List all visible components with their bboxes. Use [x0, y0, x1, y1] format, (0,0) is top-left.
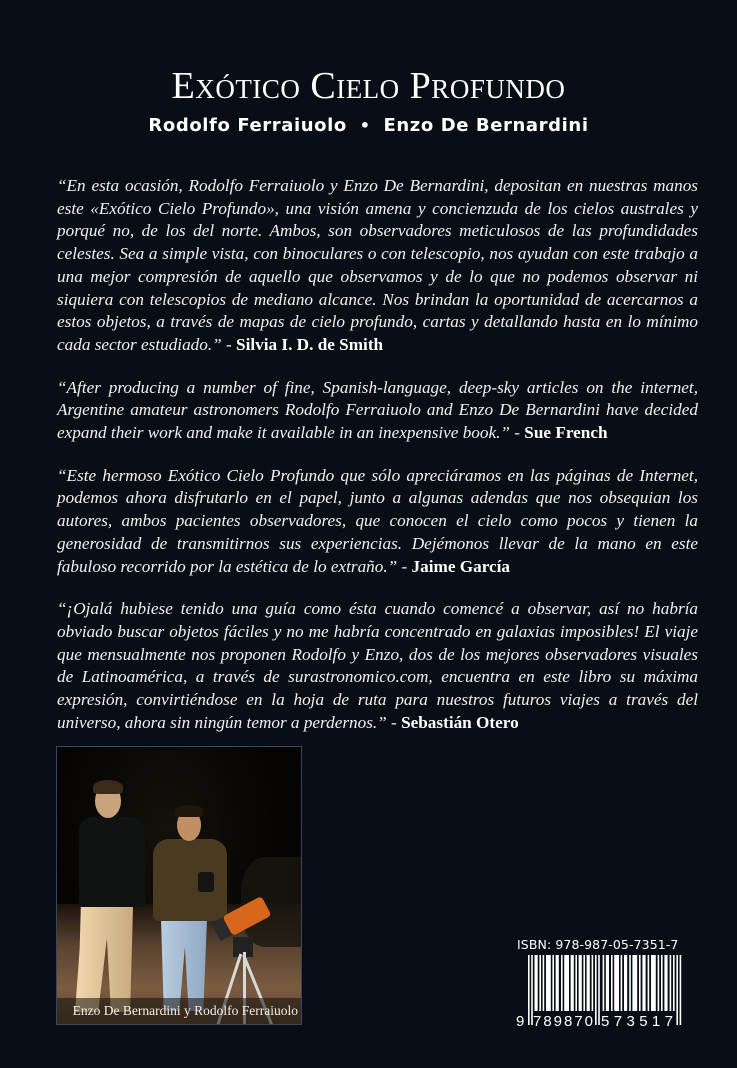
quote-attribution: Sebastián Otero — [401, 712, 519, 732]
review-quote — [57, 175, 698, 357]
barcode — [515, 955, 691, 1027]
quote-text: “¡Ojalá hubiese tenido una guía como ésta cuando comencé a observar, así no habría obviado buscar objetos fáciles y no me habría concentrado en galaxias imposibles! El viaje que mensualmente nos proponen Rodolfo y Enzo, dos de los mejores observadores visuales de Latinoamérica, a través de surastronomico.com, encuentra en este libro su máxima expresión, convirtiéndose en la hoja de ruta para nuestros futuros viajes a través del universo, ahora sin ningún temor a perdernos.” - — [57, 599, 698, 732]
person-left-hair — [93, 780, 123, 794]
binoculars-icon — [198, 872, 214, 892]
quote-attribution: Jaime García — [411, 556, 511, 576]
author-name: Enzo De Bernardini — [383, 115, 589, 136]
review-quote — [57, 465, 698, 579]
quote-text: “En esta ocasión, Rodolfo Ferraiuolo y Enzo De Bernardini, depositan en nuestras manos este «Exótico Cielo Profundo», una visión amena y concienzuda de los cielos australes y porqué no, de los del norte. Ambos, son observadores meticulosos de las profundidades celestes. Sea a simple vista, con binoculares o con telescopio, nos ayudan con este trabajo a una mejor compresión de aquello que observamos y de lo que no podemos observar ni siquiera con telescopios de mediano alcance. Nos brindan la oportunidad de acercarnos a estos objetos, a través de mapas de cielo profundo, cartas y detallando hasta en lo mínimo cada sector estudiado.” - — [57, 176, 698, 354]
barcode-digits-right: 573517 — [601, 1013, 673, 1027]
barcode-digit-first: 9 — [516, 1013, 525, 1027]
isbn-label: ISBN: 978-987-05-7351-7 — [517, 937, 679, 952]
barcode-digits-left: 789870 — [533, 1013, 593, 1027]
quote-text: “After producing a number of fine, Spanish-language, deep-sky articles on the internet, Argentine amateur astronomers Rodolfo Ferraiuolo and Enzo De Bernardini have decided expand their work and make it available in an inexpensive book.” - — [57, 377, 698, 443]
person-right-hair — [175, 805, 203, 817]
review-quote — [57, 377, 698, 445]
person-right-body — [153, 839, 227, 921]
author-line — [0, 115, 737, 136]
photo-caption: Enzo De Bernardini y Rodolfo Ferraiuolo — [57, 998, 301, 1024]
authors-photo — [56, 746, 302, 1025]
review-quote — [57, 598, 698, 734]
author-name: Rodolfo Ferraiuolo — [148, 115, 347, 136]
review-quotes — [57, 175, 698, 754]
quote-attribution: Silvia I. D. de Smith — [236, 334, 384, 354]
quote-attribution: Sue French — [524, 423, 608, 443]
quote-text: “Este hermoso Exótico Cielo Profundo que sólo apreciáramos en las páginas de Internet, podemos ahora disfrutarlo en el papel, junto a algunas adendas que nos obsequian los autores, ambos pacientes observadores, que conocen el cielo como pocos y tienen la generosidad de transmitirnos sus experiencias. Dejémonos llevar de la mano en este fabuloso recorrido por la estética de lo extraño.” - — [57, 465, 698, 576]
bullet-separator: • — [359, 116, 371, 135]
person-left-body — [79, 817, 145, 907]
book-title: Exótico Cielo Profundo — [171, 65, 566, 107]
